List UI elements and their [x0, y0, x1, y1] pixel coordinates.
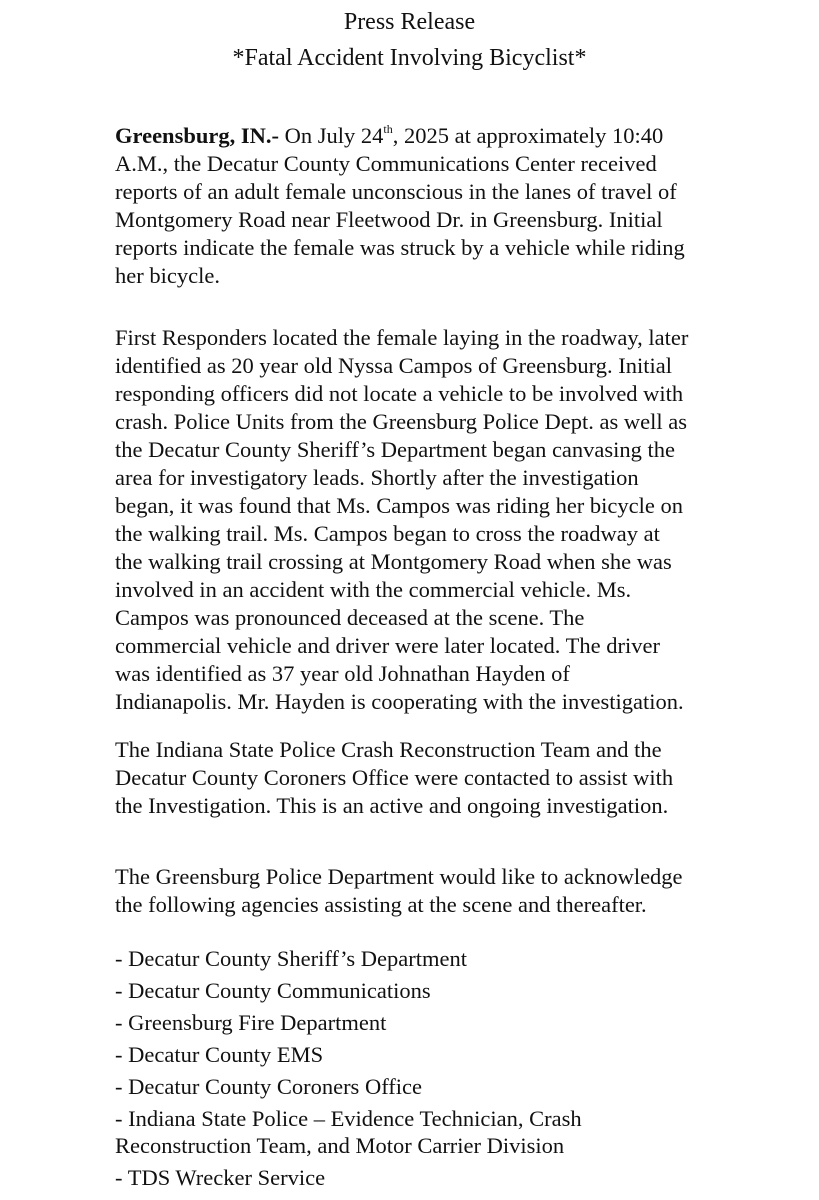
document-title: Press Release — [343, 9, 476, 35]
list-item — [115, 1164, 688, 1191]
agency-list — [115, 945, 688, 1191]
document-body — [115, 122, 688, 1196]
paragraph-line: the walking trail. Ms. Campos began to cross the roadway at — [115, 521, 660, 546]
paragraph-line: area for investigatory leads. Shortly after the investigation — [115, 465, 639, 490]
paragraph-line: Montgomery Road near Fleetwood Dr. in Greensburg. Initial — [115, 207, 663, 232]
paragraph-line: the following agencies assisting at the scene and thereafter. — [115, 892, 647, 917]
paragraph-line: - TDS Wrecker Service — [115, 1165, 326, 1190]
list-item — [115, 1073, 688, 1100]
paragraph-line: involved in an accident with the commercial vehicle. Ms. — [115, 577, 632, 602]
paragraph-line: - Decatur County EMS — [115, 1042, 324, 1067]
text: On July 24 — [278, 123, 384, 148]
paragraph-line: the Decatur County Sheriff’s Department began canvasing the — [115, 437, 676, 462]
paragraph-line: - Decatur County Communications — [115, 978, 431, 1003]
list-item — [115, 1105, 688, 1159]
text: , 2025 at approximately 10:40 — [392, 123, 664, 148]
paragraph-line: The Indiana State Police Crash Reconstruction Team and the — [115, 737, 662, 762]
paragraph-line: was identified as 37 year old Johnathan Hayden of — [115, 661, 570, 686]
list-item — [115, 945, 688, 972]
paragraph-line: reports of an adult female unconscious in the lanes of travel of — [115, 179, 677, 204]
paragraph-line: identified as 20 year old Nyssa Campos of Greensburg. Initial — [115, 353, 672, 378]
list-item — [115, 1041, 688, 1068]
paragraph-line: commercial vehicle and driver were later located. The driver — [115, 633, 660, 658]
list-item — [115, 977, 688, 1004]
paragraph-line: responding officers did not locate a vehicle to be involved with — [115, 381, 684, 406]
paragraph-line: - Indiana State Police – Evidence Technician, Crash — [115, 1106, 582, 1131]
paragraph-acknowledgement — [115, 863, 688, 919]
paragraph-line: crash. Police Units from the Greensburg Police Dept. as well as — [115, 409, 687, 434]
paragraph-line: reports indicate the female was struck by a vehicle while riding — [115, 235, 685, 260]
paragraph-incident-summary — [115, 122, 688, 290]
paragraph-line: A.M., the Decatur County Communications Center received — [115, 151, 657, 176]
paragraph-line — [115, 122, 688, 150]
paragraph-investigation — [115, 324, 688, 716]
dateline: Greensburg, IN.- — [115, 123, 279, 148]
paragraph-line: the walking trail crossing at Montgomery Road when she was — [115, 549, 672, 574]
paragraph-assisting-agencies-contacted — [115, 736, 688, 820]
paragraph-line: Campos was pronounced deceased at the scene. The — [115, 605, 585, 630]
paragraph-line: - Decatur County Coroners Office — [115, 1074, 422, 1099]
paragraph-line: Decatur County Coroners Office were contacted to assist with — [115, 765, 674, 790]
paragraph-line: - Decatur County Sheriff’s Department — [115, 946, 467, 971]
paragraph-line: her bicycle. — [115, 263, 220, 288]
paragraph-line: First Responders located the female laying in the roadway, later — [115, 325, 689, 350]
list-item — [115, 1009, 688, 1036]
paragraph-line: the Investigation. This is an active and ongoing investigation. — [115, 793, 669, 818]
paragraph-line: Reconstruction Team, and Motor Carrier Division — [115, 1133, 565, 1158]
paragraph-line: The Greensburg Police Department would like to acknowledge — [115, 864, 683, 889]
document-subtitle: *Fatal Accident Involving Bicyclist* — [232, 45, 587, 71]
paragraph-line: - Greensburg Fire Department — [115, 1010, 387, 1035]
paragraph-line: Indianapolis. Mr. Hayden is cooperating with the investigation. — [115, 689, 684, 714]
ordinal-suffix: th — [383, 122, 393, 136]
paragraph-line: began, it was found that Ms. Campos was riding her bicycle on — [115, 493, 684, 518]
